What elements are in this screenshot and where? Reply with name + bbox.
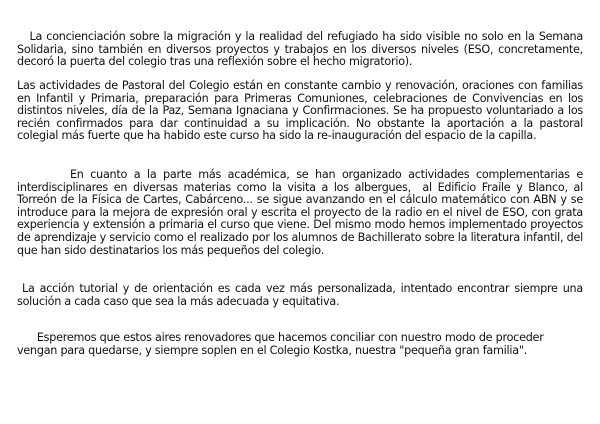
paragraph-migracion: La concienciación sobre la migración y la realidad del refugiado ha sido visible no solo en la Semana Solidaria, sino también en diversos proyectos y trabajos en los diversos niveles (ESO, concretamente, decoró la puerta del colegio tras una reflexión sobre el hecho migratorio).	[17, 30, 587, 69]
paragraph-conclusion: Esperemos que estos aires renovadores que hacemos conciliar con nuestro modo de proceder vengan para quedarse, y siempre soplen en el Colegio Kostka, nuestra "pequeña gran familia".	[17, 331, 547, 357]
paragraph-tutorial: La acción tutorial y de orientación es cada vez más personalizada, intentado encontrar siempre una solución a cada caso que sea la más adecuada y equitativa.	[17, 282, 587, 308]
paragraph-pastoral: Las actividades de Pastoral del Colegio están en constante cambio y renovación, oraciones con familias en Infantil y Primaria, preparación para Primeras Comuniones, celebraciones de Convivencias en los distintos niveles, día de la Paz, Semana Ignaciana y Confirmaciones. Se ha propuesto voluntariado a los recién confirmados para dar continuidad a su implicación. No obstante la aportación a la pastoral colegial más fuerte que ha habido este curso ha sido la re-inauguración del espacio de la capilla.	[17, 79, 587, 143]
paragraph-academica: En cuanto a la parte más académica, se han organizado actividades complementarias e interdisciplinares en diversas materias como la visita a los albergues, al Edificio Fraile y Blanco, al Torreón de la Física de Cartes, Cabárceno... se sigue avanzando en el cálculo matemático con ABN y se introduce para la mejora de expresión oral y escrita el proyecto de la radio en el nivel de ESO, con grata experiencia y extensión a primaria el curso que viene. Del mismo modo hemos implementado proyectos de aprendizaje y servicio como el realizado por los alumnos de Bachillerato sobre la literatura infantil, del que han sido destinatarios los más pequeños del colegio.	[17, 168, 587, 257]
